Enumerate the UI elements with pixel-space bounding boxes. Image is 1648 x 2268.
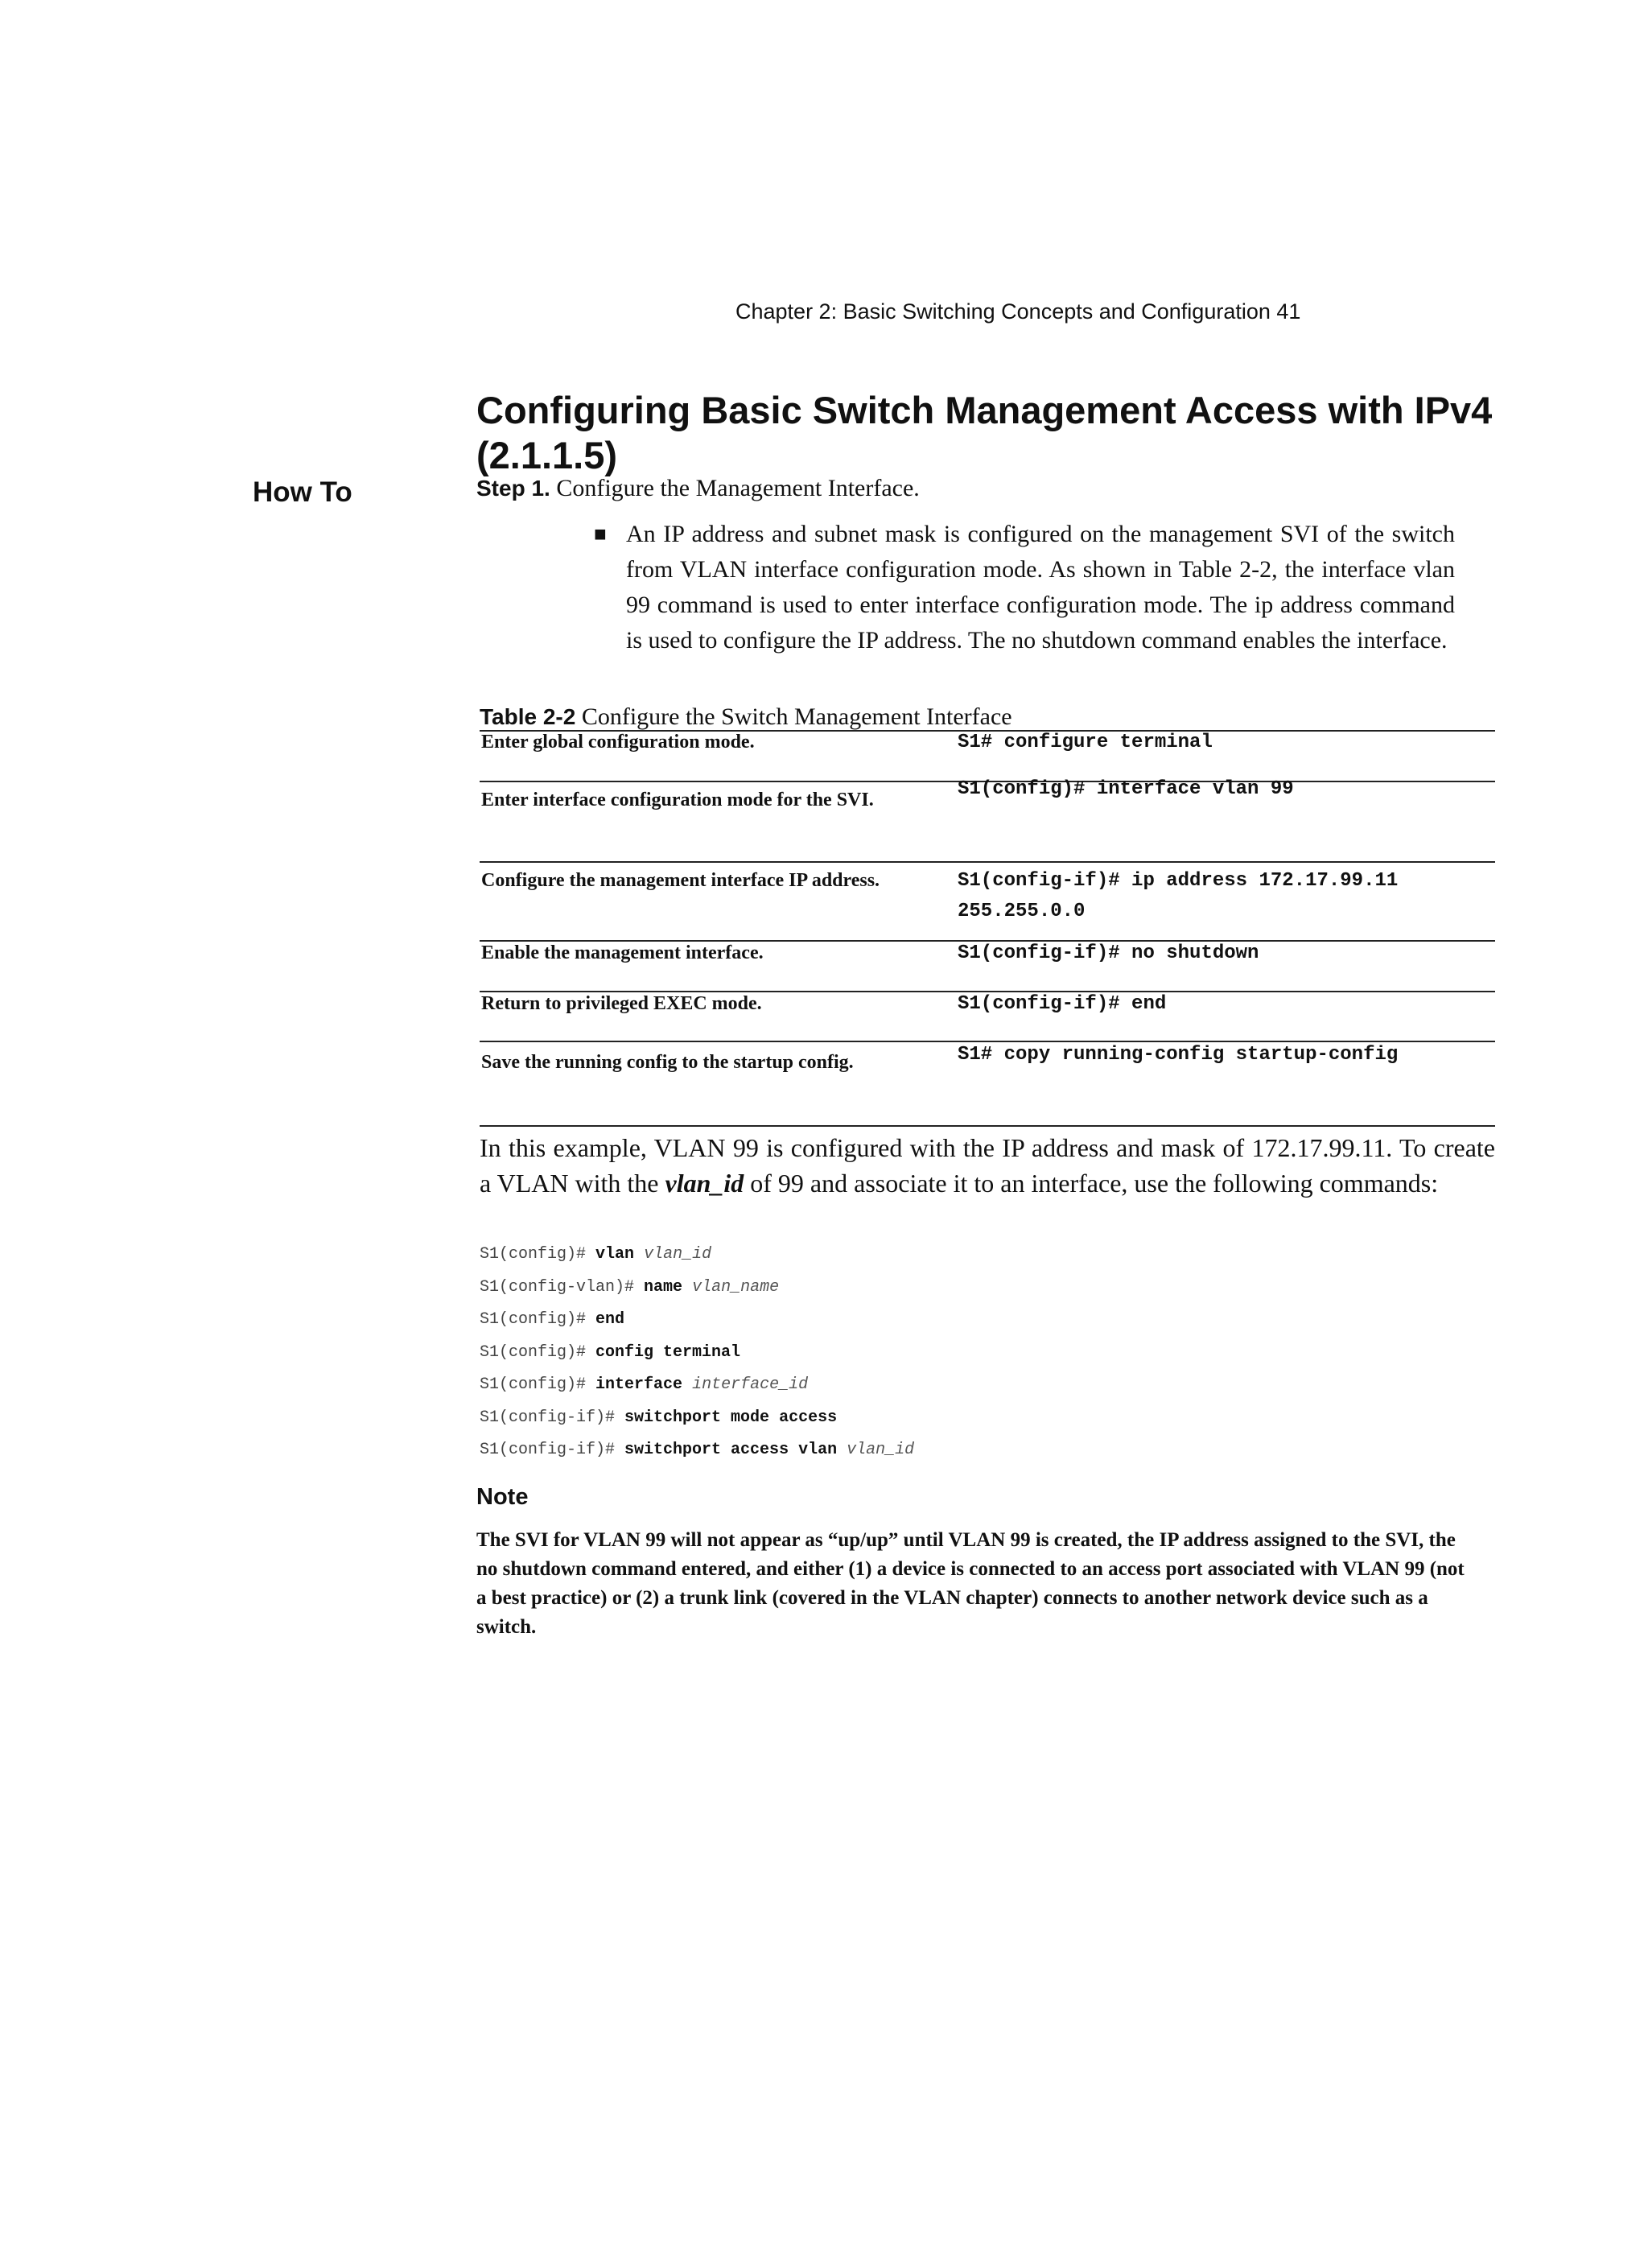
table-caption (480, 703, 1012, 731)
command-prompt: S1(config)# (480, 1375, 596, 1394)
command-prompt: S1(config)# (480, 1342, 596, 1362)
table-rule (480, 861, 1495, 863)
table-cell-command: S1# configure terminal (958, 732, 1213, 753)
running-header: Chapter 2: Basic Switching Concepts and Configuration 41 (735, 299, 1301, 324)
command-line (480, 1243, 914, 1276)
command-prompt: S1(config-if)# (480, 1408, 625, 1427)
command-line (480, 1341, 914, 1374)
bullet-text: An IP address and subnet mask is configured on the management SVI of the switch from VLAN interface configuration mode. As shown in Table 2-2, the interface vlan 99 command is used to enter interface configuration mode. The ip address command is used to configure the IP address. The no shutdown command enables the interface. (626, 521, 1455, 654)
command-prompt: S1(config)# (480, 1245, 596, 1264)
command-keyword: vlan (595, 1245, 635, 1264)
example-text-after: of 99 and associate it to an interface, use the following commands: (744, 1169, 1439, 1198)
command-listing (480, 1243, 914, 1471)
command-prompt: S1(config-if)# (480, 1441, 625, 1459)
table-cell-description: Enter global configuration mode. (481, 732, 755, 753)
table-caption-number: Table 2-2 (480, 704, 576, 729)
command-line (480, 1276, 914, 1309)
note-title: Note (476, 1484, 529, 1510)
command-line (480, 1308, 914, 1341)
table-cell-description: Enable the management interface. (481, 942, 764, 963)
step-text: Configure the Management Interface. (556, 475, 920, 501)
table-caption-title: Configure the Switch Management Interface (581, 703, 1012, 730)
command-keyword: switchport mode access (624, 1408, 838, 1427)
note-text: The SVI for VLAN 99 will not appear as “up/up” until VLAN 99 is created, the IP address assigned to the SVI, the no shutdown command entered, and either (1) a device is connected to an access port associated with VLAN 99 (not a best practice) or (2) a trunk link (covered in the VLAN chapter) connects to another network device such as a switch. (476, 1529, 1465, 1638)
command-line (480, 1373, 914, 1406)
command-keyword: name (644, 1277, 683, 1297)
command-argument: vlan_id (644, 1245, 712, 1264)
command-keyword: interface (595, 1375, 683, 1394)
table-cell-command: S1(config-if)# end (958, 993, 1167, 1015)
how-to-label: How To (253, 476, 352, 508)
table-cell-description: Enter interface configuration mode for the SVI. (481, 790, 874, 810)
command-keyword: switchport access vlan (624, 1441, 838, 1459)
command-prompt: S1(config)# (480, 1310, 596, 1329)
step-line (476, 475, 920, 502)
command-argument: vlan_id (847, 1441, 915, 1459)
table-cell-command: S1(config-if)# ip address 172.17.99.11 255.255.0.0 (958, 870, 1399, 922)
table-cell-command: S1(config-if)# no shutdown (958, 942, 1259, 964)
table-cell-description: Return to privileged EXEC mode. (481, 993, 762, 1014)
example-paragraph (480, 1130, 1495, 1201)
command-line (480, 1406, 914, 1439)
table-cell-description: Configure the management interface IP address. (481, 870, 880, 891)
command-line (480, 1438, 914, 1471)
table-cell-description: Save the running config to the startup config. (481, 1052, 854, 1073)
step-number: Step 1. (476, 476, 550, 501)
example-emphasis: vlan_id (665, 1169, 744, 1198)
command-keyword: end (595, 1310, 625, 1329)
bullet-item (594, 517, 1455, 658)
command-keyword: config terminal (595, 1342, 741, 1362)
command-argument: vlan_name (692, 1277, 780, 1297)
bullet-marker-icon: ■ (594, 522, 607, 546)
table-cell-command: S1(config)# interface vlan 99 (958, 778, 1294, 800)
table-rule (480, 1125, 1495, 1127)
command-argument: interface_id (692, 1375, 809, 1394)
example-text-before: In this example, VLAN 99 is configured with the IP address and mask of 172.17.99.11. To create a VLAN with the (480, 1133, 1495, 1198)
table-cell-command: S1# copy running-config startup-config (958, 1044, 1399, 1066)
command-prompt: S1(config-vlan)# (480, 1277, 645, 1297)
section-title: Configuring Basic Switch Management Access with IPv4 (2.1.1.5) (476, 389, 1493, 476)
